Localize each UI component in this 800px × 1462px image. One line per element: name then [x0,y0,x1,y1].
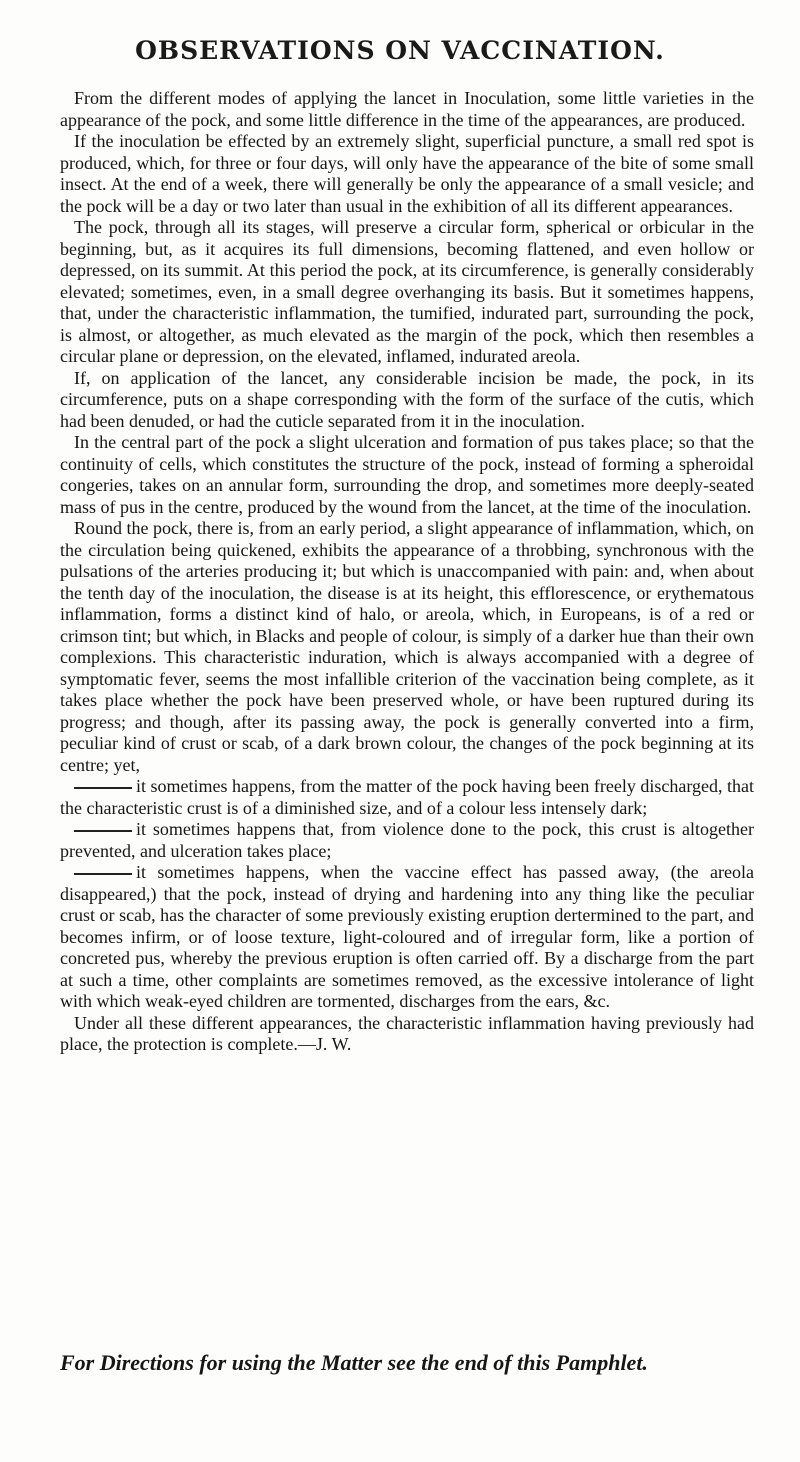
em-rule [74,873,132,875]
paragraph-ulceration: In the central part of the pock a slight ulceration and formation of pus takes place; so that the continuity of cells, which constitutes the structure of the pock, instead of forming a spheroidal congeries, takes on an annular form, surrounding the drop, and sometimes more deeply-seated mass of pus in the centre, produced by the wound from the lancet, at the time of the inoculation. [60,432,754,517]
dash-paragraph-crust-prevented [60,819,754,862]
paragraph-pock-stages: The pock, through all its stages, will preserve a circular form, spherical or orbicular in the beginning, but, as it acquires its full dimensions, becoming flattened, and even hollow or depressed, on its summit. At this period the pock, at its circumference, is generally considerably elevated; sometimes, even, in a small degree overhanging its basis. But it sometimes happens, that, under the characteristic inflammation, the tumified, indurated part, surrounding the pock, is almost, or altogether, as much elevated as the margin of the pock, which then resembles a circular plane or depression, on the elevated, inflamed, indurated areola. [60,217,754,366]
directions-footer: For Directions for using the Matter see the end of this Pamphlet. [60,1350,648,1375]
em-rule [74,787,132,789]
dash-paragraph-previous-eruption [60,862,754,1013]
paragraph-lancet-modes: From the different modes of applying the lancet in Inoculation, some little varieties in the appearance of the pock, and some little difference in the time of the appearances, are produced. [60,88,754,130]
paragraph-inflammation: Round the pock, there is, from an early period, a slight appearance of inflammation, which, on the circulation being quickened, exhibits the appearance of a throbbing, synchronous with the pulsations of the arteries producing it; but which is unaccompanied with pain: and, when about the tenth day of the inoculation, the disease is at its height, this efflorescence, or erythematous inflammation, forms a distinct kind of halo, or areola, which, in Europeans, is of a red or crimson tint; but which, in Blacks and people of colour, is simply of a darker hue than their own complexions. This characteristic induration, which is always accompanied with a degree of symptomatic fever, seems the most infallible criterion of the vaccination being complete, as it takes place whether the pock have been preserved whole, or have been ruptured during its progress; and though, after its passing away, the pock is generally converted into a firm, peculiar kind of crust or scab, of a dark brown colour, the changes of the pock beginning at its centre; yet, [60,518,754,775]
paragraph-slight-puncture: If the inoculation be effected by an extremely slight, superficial puncture, a small red spot is produced, which, for three or four days, will only have the appearance of the bite of some small insect. At the end of a week, there will generally be only the appearance of a small vesicle; and the pock will be a day or two later than usual in the exhibition of all its different appearances. [60,131,754,216]
dash-paragraph-diminished-crust [60,776,754,819]
page-title: OBSERVATIONS ON VACCINATION. [135,36,665,65]
dash-paragraph-text: it sometimes happens, from the matter of the pock having been freely discharged, that the characteristic crust is of a diminished size, and of a colour less intensely dark; [60,776,754,818]
em-rule [74,830,132,832]
document-body [60,88,754,1056]
dash-paragraph-text: it sometimes happens that, from violence done to the pock, this crust is altogether prevented, and ulceration takes place; [60,819,754,861]
paragraph-closing: Under all these different appearances, the characteristic inflammation having previously had place, the protection is complete.—J. W. [60,1012,754,1054]
dash-paragraph-text: it sometimes happens, when the vaccine effect has passed away, (the areola disappeared,) that the pock, instead of drying and hardening into any thing like the peculiar crust or scab, has the character of some previously existing eruption dertermined to the part, and becomes infirm, or of loose texture, light-coloured and of irregular form, like a portion of concreted pus, whereby the previous eruption is often carried off. By a discharge from the part at such a time, other complaints are sometimes removed, as the excessive intolerance of light with which weak-eyed children are tormented, discharges from the ears, &c. [60,862,754,1011]
paragraph-incision: If, on application of the lancet, any considerable incision be made, the pock, in its circumference, puts on a shape corresponding with the form of the surface of the cutis, which had been denuded, or had the cuticle separated from it in the inoculation. [60,367,754,431]
